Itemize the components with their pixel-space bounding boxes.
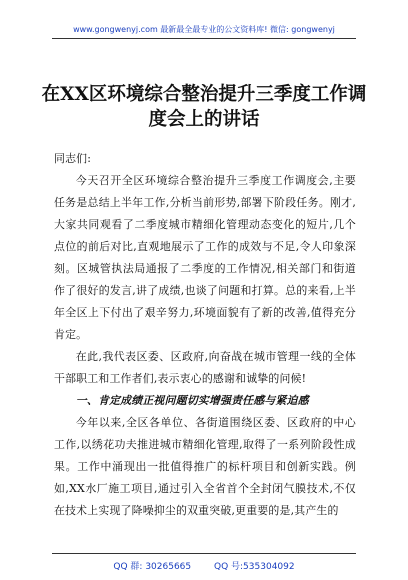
paragraph: 在此,我代表区委、区政府,向奋战在城市管理一线的全体干部职工和工作者们,表示衷心的感谢和诚挚的问候! (54, 350, 356, 385)
paragraph: 今天召开全区环境综合整治提升三季度工作调度会,主要任务是总结上半年工作,分析当前形势,部署下阶段任务。刚才,大家共同观看了二季度城市精细化管理动态变化的短片,几个点位的前后对比,直观地展示了工作的成效与不足,令人印象深刻。区城管执法局通报了二季度的工作情况,相关部门和街道作了很好的发言,讲了成绩,也谈了问题和打算。总的来看,上半年全区上下付出了艰辛努力,环境面貌有了新的改善,值得充分肯定。 (54, 174, 356, 341)
salutation: 同志们: (54, 152, 92, 165)
header-divider (52, 38, 356, 39)
section-heading: 一、肯定成绩正视问题切实增强责任感与紧迫感 (75, 394, 309, 407)
qq-group-number: QQ 群: 30265665 (113, 562, 192, 572)
paragraph: 今年以来,全区各单位、各街道围绕区委、区政府的中心工作,以绣花功夫推进城市精细化管理,取得了一系列阶段性成果。工作中涌现出一批值得推广的标杆项目和创新实践。例如,XX水厂施工项目,通过引入全省首个全封闭气膜技术,不仅在技术上实现了降噪抑尘的双重突破,更重要的是,其产生的 (54, 416, 356, 517)
footer-divider (52, 553, 356, 554)
document-body (54, 148, 356, 522)
qq-contact-number: QQ 号:535304092 (214, 562, 295, 572)
document-title: 在XX区环境综合整治提升三季度工作调度会上的讲话 (41, 84, 367, 130)
page-footer (0, 559, 408, 572)
page-header: www.gongwenyj.com 最新最全最专业的公文资料库! 微信: gongwenyj (73, 25, 335, 34)
